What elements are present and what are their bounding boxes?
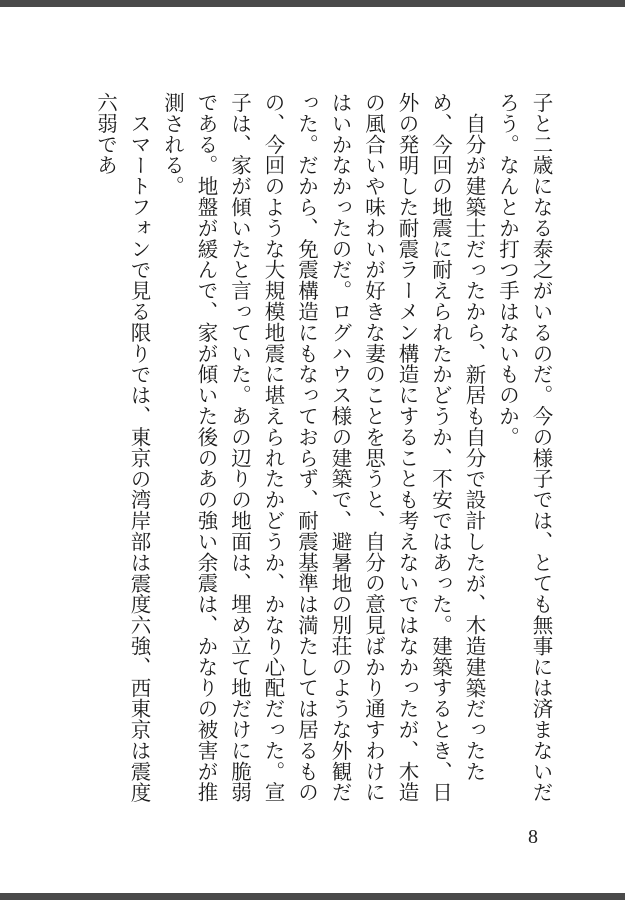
paragraph: スマートフォンで見る限りでは、東京の湾岸部は震度六強、西東京は震度六弱であ [93, 92, 151, 803]
bottom-border [0, 893, 625, 900]
paragraph-continuation: 子と二歳になる泰之がいるのだ。今の様子では、とても無事には済まないだろう。なんとか打つ手はないものか。 [495, 92, 553, 803]
vertical-text-body [93, 92, 557, 820]
page-number: 8 [528, 826, 538, 848]
paragraph: 自分が建築士だったから、新居も自分で設計したが、木造建築だったため、今回の地震に耐えられたかどうか、不安ではあった。建築するとき、日外の発明した耐震ラーメン構造にすることも考えないではなかったが、木造の風合いや味わいが好きな妻のことを思うと、自分の意見ばかり通すわけにはいかなかったのだ。ログハウス様の建築で、避暑地の別荘のような外観だった。だから、免震構造にもなっておらず、耐震基準は満たしては居るものの、今回のような大規模地震に堪えられたかどうか、かなり心配だった。宣子は、家が傾いたと言っていた。あの辺りの地面は、埋め立て地だけに脆弱である。地盤が緩んで、家が傾いた後のあの強い余震は、かなりの被害が推測される。 [160, 92, 486, 803]
top-border [0, 0, 625, 7]
